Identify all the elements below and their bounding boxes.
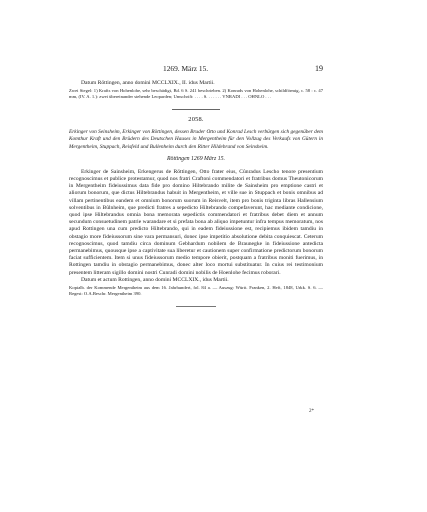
signature-mark: 2* <box>309 409 314 414</box>
document-place-date: Röttingen 1269 März 15. <box>167 155 225 162</box>
running-head <box>69 64 323 76</box>
previous-document-seal-notes: Zwei Siegel: 1) Krafts von Hohenlohe, sehr beschädigt, Bd. 6 S. 241 beschrieben. 2) Konrads von Hohenlohe, schildförmig, c. 58 : c. 47 mm, (IV. A. 1.): zwei übereinander stehende Leoparden; Umschrift: . . . . S. . . . . . . VNRADI . . . OHNLO . . . <box>69 88 323 100</box>
document-summary: Erkinger von Seinsheim, Erkinger von Röttingen, dessen Bruder Otto und Konrad Lesch verbürgen sich gegenüber dem Komthur Kraft und den Brüdern des Deutschen Hauses in Mergentheim für den Vollzug des Verkaufs von Gütern in Mergentheim, Stuppach, Reisfeld und Bullenheim durch den Ritter Hildebrand von Seinsheim. <box>69 129 323 150</box>
running-head-date: 1269. März 15. <box>163 64 209 73</box>
document-body: Erkinger de Sainsheim, Erkengerus de Röttingen, Otto frater eius, Cûnradus Lescho tenore presentium recognoscimus et publice protestamur, quod nos fratri Craftoni commendatori et fratribus domus Theutonicorum in Mergentheim fideiussimus data fide pro domino Hiltebrando milite de Sainsheim pro emptione castri et aliorum bonorum, que dictus Hiltebrandus habuit in Mergentheim, et ville sue in Stuppach et bonis omnibus ad villam pertinentibus eandem et omnium bonorum suorum in Reisvelt, item pro bonis triginta libras Hallensium solventibus in Bûlnheim, que predicti fratres a sepedicto Hiltebrando compefaverunt, hac mediante condicione, quod ipse Hiltebrandus omnia bona memorata sepedictis commendatori et fratribus debet diem et annum secundum consuetudinem patrie warandare et si prefata bona ab aliquo impetuntur infra tempus memoratum, nos apud Rottingen una cum predicto Hiltebrando, qui in eadem fideiussione est, recipiemus ibidem tamdiu in obstagio more fideiussorum sine vara permansuri, donec ipse impetitio absolutione debita conquiescat. Ceterum recognoscimus, quod tamdiu circa dominum Gebhardum nobilem de Braunegke in fideiussione antedicta permanebimus, quousque ipse a captivitate sua liberetur et cautionem super confirmatione predictorum bonorum faciat sufficientem. Item si unus fideiussorum medio tempore obierit, postquam a fratribus moniti fuerimus, in Rottingen tamdiu in obstagio permanebimus, donec alter loco mortui substituatur. In cuius rei testimonium presentem litteram sigillo domini nostri Cunradi domini nobilis de Hoenlohe fecimus roborari. <box>69 168 323 276</box>
page-number: 19 <box>315 64 323 73</box>
document-number: 2058. <box>188 116 204 124</box>
document-source-notes: Kopialb. der Kommende Mergentheim aus dem 16. Jahrhundert, fol. 84 a. — Auszug: Württ. Franken, 2. Heft, 1848, Urkk. S. 6. — Regest: O.A.Beschr. Mergentheim 390. <box>69 285 323 297</box>
document-dating: Datum et actum Rottingen, anno domini MCCLXIX., idus Martii. <box>81 276 229 283</box>
previous-document-dating: Datum Röttingen, anno domini MCCLXIX., II. idus Martii. <box>81 80 215 86</box>
section-divider <box>172 109 220 110</box>
end-divider <box>176 306 216 307</box>
